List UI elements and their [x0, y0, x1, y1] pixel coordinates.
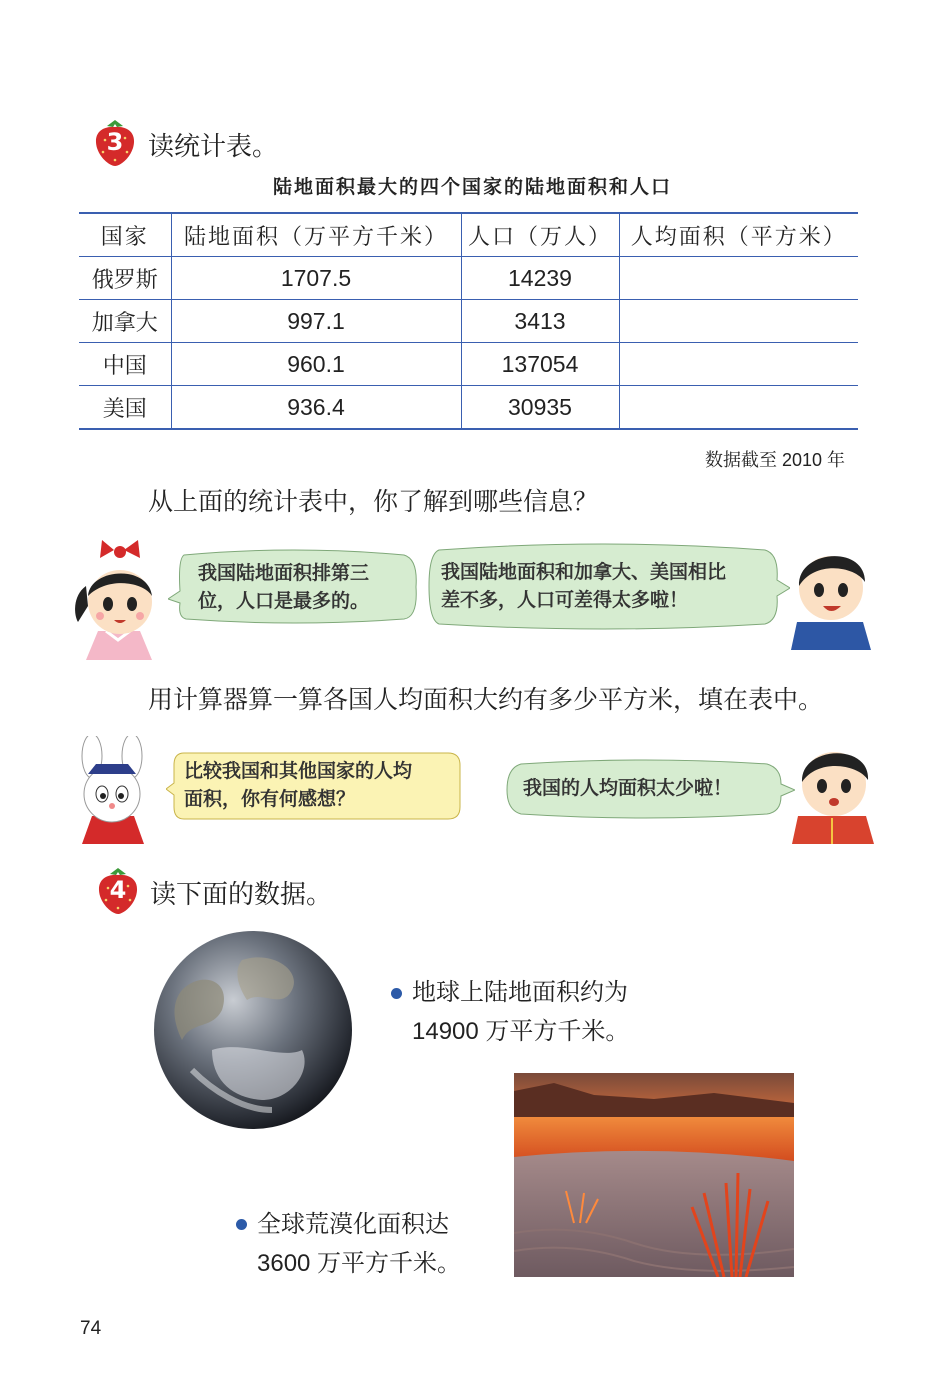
desert-image	[514, 1073, 794, 1277]
country-cell: 中国	[79, 343, 171, 386]
boy2-speech-bubble	[505, 758, 795, 820]
girl-bubble-line: 位，人口是最多的。	[198, 590, 370, 612]
area-cell: 936.4	[171, 386, 461, 430]
bullet-dot	[236, 1219, 247, 1230]
area-cell: 997.1	[171, 300, 461, 343]
girl-speech-bubble	[168, 547, 420, 625]
population-cell: 137054	[461, 343, 619, 386]
section-number: 3	[106, 128, 124, 156]
girl-bubble-line: 我国陆地面积排第三	[198, 562, 370, 584]
area-cell: 1707.5	[171, 257, 461, 300]
area-cell: 960.1	[171, 343, 461, 386]
girl-illustration	[68, 536, 168, 660]
table-header-cell: 陆地面积（万平方千米）	[171, 213, 461, 257]
boy-bubble-line: 差不多，人口可差得太多啦！	[441, 589, 689, 611]
country-cell: 俄罗斯	[79, 257, 171, 300]
fact-line: 14900 万平方千米。	[412, 1018, 630, 1045]
boy-illustration	[785, 530, 875, 650]
rabbit-illustration	[62, 736, 166, 848]
boy2-bubble-text: 我国的人均面积太少啦！	[523, 777, 733, 799]
table-title: 陆地面积最大的四个国家的陆地面积和人口	[272, 176, 672, 198]
table-row	[79, 300, 858, 343]
country-cell: 美国	[79, 386, 171, 430]
fact-line: 3600 万平方千米。	[257, 1250, 462, 1277]
table-header-cell: 国家	[79, 213, 171, 257]
population-cell: 14239	[461, 257, 619, 300]
per-capita-area-cell[interactable]	[619, 386, 858, 430]
section3-heading: 读统计表。	[148, 132, 279, 162]
boy-speech-bubble	[425, 540, 790, 632]
per-capita-area-cell[interactable]	[619, 300, 858, 343]
section4-heading: 读下面的数据。	[150, 880, 333, 910]
fact-line: 地球上陆地面积约为	[412, 978, 628, 1006]
table-row	[79, 386, 858, 430]
question-text: 从上面的统计表中，你了解到哪些信息？	[148, 487, 599, 516]
fact-line: 全球荒漠化面积达	[257, 1210, 449, 1238]
table-row	[79, 257, 858, 300]
page-number: 74	[80, 1318, 102, 1339]
country-cell: 加拿大	[79, 300, 171, 343]
fact-earth-land-area	[412, 972, 629, 1052]
strawberry-number-3-icon	[93, 118, 137, 166]
rabbit-bubble-line: 面积，你有何感想？	[184, 788, 356, 810]
earth-image	[152, 930, 354, 1130]
statistics-table	[79, 212, 858, 430]
table-header-cell: 人口（万人）	[461, 213, 619, 257]
rabbit-bubble-line: 比较我国和其他国家的人均	[184, 760, 413, 782]
section-number: 4	[109, 876, 127, 904]
strawberry-number-4-icon	[96, 866, 140, 914]
population-cell: 30935	[461, 386, 619, 430]
source-note: 数据截至 2010 年	[704, 450, 845, 470]
boy-bubble-line: 我国陆地面积和加拿大、美国相比	[441, 561, 727, 583]
boy2-illustration	[788, 736, 876, 846]
rabbit-speech-bubble	[166, 751, 462, 821]
per-capita-area-cell[interactable]	[619, 257, 858, 300]
fact-desertification-area	[257, 1204, 461, 1284]
table-row	[79, 343, 858, 386]
per-capita-area-cell[interactable]	[619, 343, 858, 386]
bullet-dot	[391, 988, 402, 999]
population-cell: 3413	[461, 300, 619, 343]
instruction-text: 用计算器算一算各国人均面积大约有多少平方米，填在表中。	[148, 685, 824, 714]
table-header-cell: 人均面积（平方米）	[619, 213, 858, 257]
table-header-row	[79, 213, 858, 257]
